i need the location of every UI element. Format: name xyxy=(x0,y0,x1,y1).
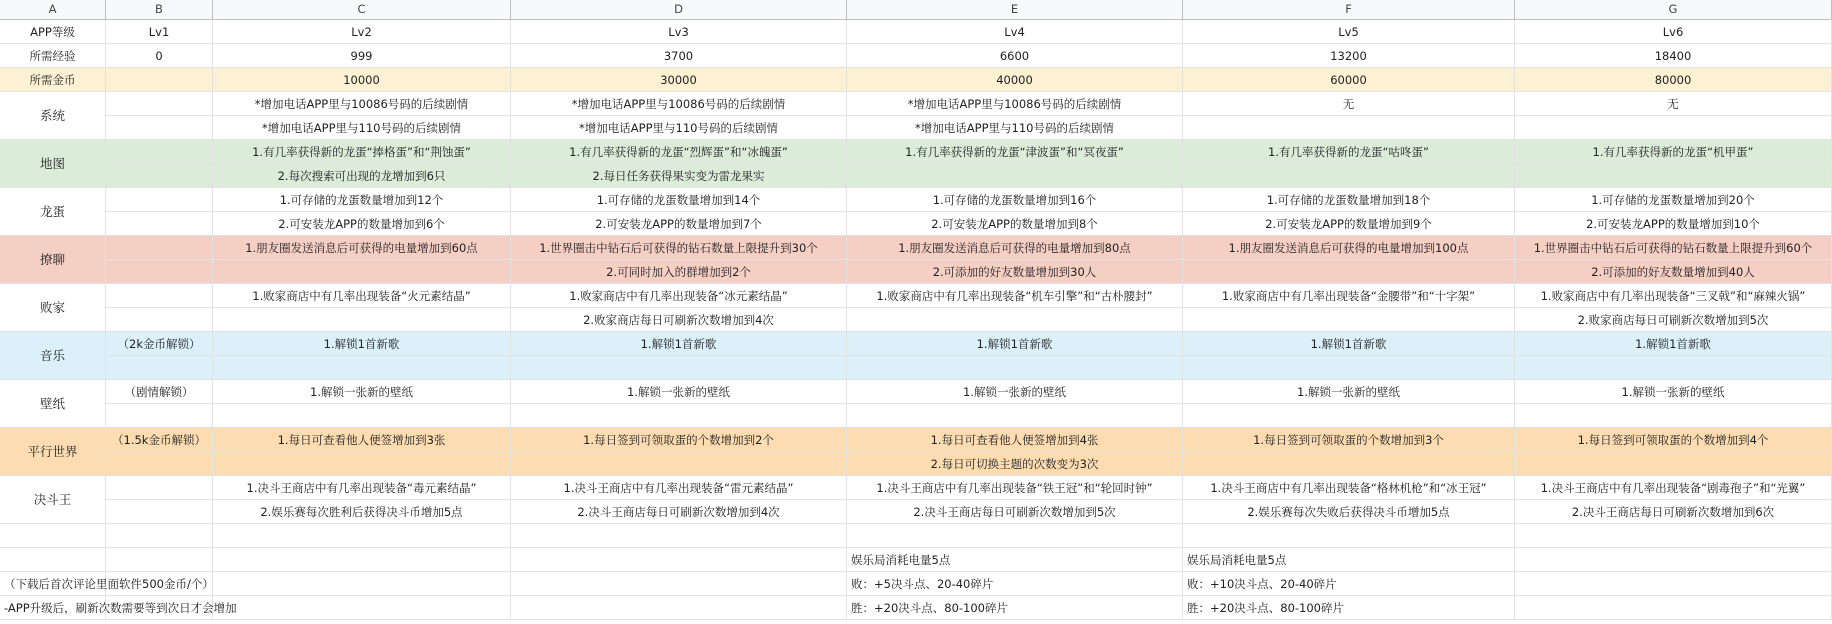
cell-map-r2-f[interactable] xyxy=(1183,164,1515,188)
cell-chat-r1-e[interactable]: 1.朋友圈发送消息后可获得的电量增加到80点 xyxy=(847,236,1183,260)
cell-duel-r2-d[interactable]: 2.决斗王商店每日可刷新次数增加到4次 xyxy=(511,500,847,524)
empty-cell[interactable] xyxy=(213,548,511,572)
cell-chat-r2-b[interactable] xyxy=(106,260,213,284)
cell-shop-r2-f[interactable] xyxy=(1183,308,1515,332)
cell-gold-e[interactable]: 40000 xyxy=(847,68,1183,92)
cell-exp-d[interactable]: 3700 xyxy=(511,44,847,68)
cell-shop-r2-c[interactable] xyxy=(213,308,511,332)
column-header-row xyxy=(0,0,1832,20)
row-label-map[interactable]: 地图 xyxy=(0,140,106,188)
cell-system-r2-d[interactable]: *增加电话APP里与110号码的后续剧情 xyxy=(511,116,847,140)
cell-map-r2-c[interactable]: 2.每次搜索可出现的龙增加到6只 xyxy=(213,164,511,188)
cell-wallpaper-r2-g[interactable] xyxy=(1515,404,1832,428)
cell-chat-r2-d[interactable]: 2.可同时加入的群增加到2个 xyxy=(511,260,847,284)
cell-gold-d[interactable]: 30000 xyxy=(511,68,847,92)
cell-parallel-r1-g[interactable]: 1.每日签到可领取蛋的个数增加到4个 xyxy=(1515,428,1832,452)
cell-music-r2-f[interactable] xyxy=(1183,356,1515,380)
cell-duel-r2-g[interactable]: 2.决斗王商店每日可刷新次数增加到6次 xyxy=(1515,500,1832,524)
cell-music-r1-f[interactable]: 1.解锁1首新歌 xyxy=(1183,332,1515,356)
cell-egg-r1-d[interactable]: 1.可存储的龙蛋数量增加到14个 xyxy=(511,188,847,212)
row-label-music[interactable]: 音乐 xyxy=(0,332,106,380)
empty-cell[interactable] xyxy=(511,572,847,596)
cell-music-r2-c[interactable] xyxy=(213,356,511,380)
empty-cell[interactable] xyxy=(106,548,213,572)
cell-exp-c[interactable]: 999 xyxy=(213,44,511,68)
cell-exp-g[interactable]: 18400 xyxy=(1515,44,1832,68)
cell-duel-r1-e[interactable]: 1.决斗王商店中有几率出现装备“铁王冠”和“轮回时钟” xyxy=(847,476,1183,500)
cell-level-e[interactable]: Lv4 xyxy=(847,20,1183,44)
cell-map-r1-e[interactable]: 1.有几率获得新的龙蛋“津波蛋”和“冥夜蛋” xyxy=(847,140,1183,164)
column-header-g[interactable]: G xyxy=(1515,0,1832,19)
empty-cell[interactable] xyxy=(511,524,847,548)
cell-duel-r1-f[interactable]: 1.决斗王商店中有几率出现装备“格林机枪”和“冰王冠” xyxy=(1183,476,1515,500)
cell-music-r1-g[interactable]: 1.解锁1首新歌 xyxy=(1515,332,1832,356)
cell-parallel-r2-g[interactable] xyxy=(1515,452,1832,476)
cell-map-r1-d[interactable]: 1.有几率获得新的龙蛋“烈辉蛋”和“冰魄蛋” xyxy=(511,140,847,164)
cell-chat-r1-c[interactable]: 1.朋友圈发送消息后可获得的电量增加到60点 xyxy=(213,236,511,260)
cell-system-r1-b[interactable] xyxy=(106,92,213,116)
cell-wallpaper-r1-f[interactable]: 1.解锁一张新的壁纸 xyxy=(1183,380,1515,404)
cell-map-r1-f[interactable]: 1.有几率获得新的龙蛋“咕咚蛋” xyxy=(1183,140,1515,164)
cell-wallpaper-r2-d[interactable] xyxy=(511,404,847,428)
cell-duel-r2-b[interactable] xyxy=(106,500,213,524)
cell-parallel-r1-b[interactable]: （1.5k金币解锁） xyxy=(106,428,213,452)
cell-egg-r1-f[interactable]: 1.可存储的龙蛋数量增加到18个 xyxy=(1183,188,1515,212)
cell-shop-r2-g[interactable]: 2.败家商店每日可刷新次数增加到5次 xyxy=(1515,308,1832,332)
cell-wallpaper-r1-c[interactable]: 1.解锁一张新的壁纸 xyxy=(213,380,511,404)
cell-wallpaper-r2-c[interactable] xyxy=(213,404,511,428)
cell-level-b[interactable]: Lv1 xyxy=(106,20,213,44)
column-header-f[interactable]: F xyxy=(1183,0,1515,19)
note-text: 胜：+20决斗点、80-100碎片 xyxy=(1187,601,1345,615)
cell-wallpaper-r1-d[interactable]: 1.解锁一张新的壁纸 xyxy=(511,380,847,404)
cell-music-r1-c[interactable]: 1.解锁1首新歌 xyxy=(213,332,511,356)
cell-system-r2-g[interactable] xyxy=(1515,116,1832,140)
cell-wallpaper-r2-e[interactable] xyxy=(847,404,1183,428)
column-header-d[interactable]: D xyxy=(511,0,847,19)
cell-egg-r2-b[interactable] xyxy=(106,212,213,236)
cell-chat-r1-d[interactable]: 1.世界圈击中钻石后可获得的钻石数量上限提升到30个 xyxy=(511,236,847,260)
empty-cell[interactable] xyxy=(511,548,847,572)
cell-level-g[interactable]: Lv6 xyxy=(1515,20,1832,44)
column-header-a[interactable]: A xyxy=(0,0,106,19)
cell-shop-r1-f[interactable]: 1.败家商店中有几率出现装备“金腰带”和“十字架” xyxy=(1183,284,1515,308)
empty-cell[interactable] xyxy=(0,548,106,572)
cell-map-r2-g[interactable] xyxy=(1515,164,1832,188)
cell-system-r1-f[interactable]: 无 xyxy=(1183,92,1515,116)
note-text: （下载后首次评论里面软件500金币/个） xyxy=(4,577,214,591)
cell-egg-r1-e[interactable]: 1.可存储的龙蛋数量增加到16个 xyxy=(847,188,1183,212)
note-text: 娱乐局消耗电量5点 xyxy=(1187,553,1287,567)
cell-map-r1-g[interactable]: 1.有几率获得新的龙蛋“机甲蛋” xyxy=(1515,140,1832,164)
column-header-b[interactable]: B xyxy=(106,0,213,19)
cell-music-r2-e[interactable] xyxy=(847,356,1183,380)
cell-gold-c[interactable]: 10000 xyxy=(213,68,511,92)
cell-music-r2-g[interactable] xyxy=(1515,356,1832,380)
cell-egg-r2-c[interactable]: 2.可安装龙APP的数量增加到6个 xyxy=(213,212,511,236)
cell-music-r1-b[interactable]: （2k金币解锁） xyxy=(106,332,213,356)
row-label-duel[interactable]: 决斗王 xyxy=(0,476,106,524)
row-label-system[interactable]: 系统 xyxy=(0,92,106,140)
cell-system-r1-d[interactable]: *增加电话APP里与10086号码的后续剧情 xyxy=(511,92,847,116)
cell-exp-f[interactable]: 13200 xyxy=(1183,44,1515,68)
row-label-chat[interactable]: 撩聊 xyxy=(0,236,106,284)
cell-chat-r2-e[interactable]: 2.可添加的好友数量增加到30人 xyxy=(847,260,1183,284)
empty-cell[interactable] xyxy=(1515,596,1832,620)
cell-shop-r2-b[interactable] xyxy=(106,308,213,332)
cell-wallpaper-r1-e[interactable]: 1.解锁一张新的壁纸 xyxy=(847,380,1183,404)
cell-level-c[interactable]: Lv2 xyxy=(213,20,511,44)
cell-gold-b[interactable] xyxy=(106,68,213,92)
cell-map-r1-b[interactable] xyxy=(106,140,213,164)
cell-level-a[interactable]: APP等级 xyxy=(0,20,106,44)
cell-map-r2-d[interactable]: 2.每日任务获得果实变为雷龙果实 xyxy=(511,164,847,188)
cell-egg-r2-e[interactable]: 2.可安装龙APP的数量增加到8个 xyxy=(847,212,1183,236)
note-text: 败：+10决斗点、20-40碎片 xyxy=(1187,577,1337,591)
cell-level-f[interactable]: Lv5 xyxy=(1183,20,1515,44)
cell-wallpaper-r1-g[interactable]: 1.解锁一张新的壁纸 xyxy=(1515,380,1832,404)
cell-egg-r2-f[interactable]: 2.可安装龙APP的数量增加到9个 xyxy=(1183,212,1515,236)
cell-gold-g[interactable]: 80000 xyxy=(1515,68,1832,92)
cell-music-r1-d[interactable]: 1.解锁1首新歌 xyxy=(511,332,847,356)
row-label-wallpaper[interactable]: 壁纸 xyxy=(0,380,106,428)
cell-egg-r2-g[interactable]: 2.可安装龙APP的数量增加到10个 xyxy=(1515,212,1832,236)
cell-duel-r1-c[interactable]: 1.决斗王商店中有几率出现装备“毒元素结晶” xyxy=(213,476,511,500)
cell-chat-r2-f[interactable] xyxy=(1183,260,1515,284)
column-header-c[interactable]: C xyxy=(213,0,511,19)
cell-chat-r2-c[interactable] xyxy=(213,260,511,284)
cell-egg-r1-g[interactable]: 1.可存储的龙蛋数量增加到20个 xyxy=(1515,188,1832,212)
empty-cell[interactable] xyxy=(1183,524,1515,548)
cell-parallel-r1-e[interactable]: 1.每日可查看他人便签增加到4张 xyxy=(847,428,1183,452)
cell-music-r2-d[interactable] xyxy=(511,356,847,380)
row-label-parallel[interactable]: 平行世界 xyxy=(0,428,106,476)
cell-system-r1-c[interactable]: *增加电话APP里与10086号码的后续剧情 xyxy=(213,92,511,116)
cell-shop-r2-d[interactable]: 2.败家商店每日可刷新次数增加到4次 xyxy=(511,308,847,332)
cell-system-r1-e[interactable]: *增加电话APP里与10086号码的后续剧情 xyxy=(847,92,1183,116)
cell-map-r2-e[interactable] xyxy=(847,164,1183,188)
cell-wallpaper-r2-b[interactable] xyxy=(106,404,213,428)
cell-duel-r2-c[interactable]: 2.娱乐赛每次胜利后获得决斗币增加5点 xyxy=(213,500,511,524)
empty-cell[interactable] xyxy=(511,596,847,620)
cell-egg-r2-d[interactable]: 2.可安装龙APP的数量增加到7个 xyxy=(511,212,847,236)
cell-parallel-r1-f[interactable]: 1.每日签到可领取蛋的个数增加到3个 xyxy=(1183,428,1515,452)
cell-duel-r2-f[interactable]: 2.娱乐赛每次失败后获得决斗币增加5点 xyxy=(1183,500,1515,524)
note-text: 娱乐局消耗电量5点 xyxy=(851,553,951,567)
empty-cell[interactable] xyxy=(847,524,1183,548)
cell-parallel-r2-d[interactable] xyxy=(511,452,847,476)
cell-level-d[interactable]: Lv3 xyxy=(511,20,847,44)
cell-duel-r1-b[interactable] xyxy=(106,476,213,500)
cell-map-r2-b[interactable] xyxy=(106,164,213,188)
cell-shop-r2-e[interactable] xyxy=(847,308,1183,332)
empty-cell[interactable] xyxy=(1515,548,1832,572)
cell-system-r1-g[interactable]: 无 xyxy=(1515,92,1832,116)
cell-system-r2-b[interactable] xyxy=(106,116,213,140)
cell-exp-b[interactable]: 0 xyxy=(106,44,213,68)
empty-cell[interactable] xyxy=(1515,524,1832,548)
cell-chat-r1-f[interactable]: 1.朋友圈发送消息后可获得的电量增加到100点 xyxy=(1183,236,1515,260)
cell-shop-r1-e[interactable]: 1.败家商店中有几率出现装备“机车引擎”和“古朴腰封” xyxy=(847,284,1183,308)
cell-shop-r1-d[interactable]: 1.败家商店中有几率出现装备“冰元素结晶” xyxy=(511,284,847,308)
cell-duel-r1-g[interactable]: 1.决斗王商店中有几率出现装备“剧毒孢子”和“光翼” xyxy=(1515,476,1832,500)
note-text: 败：+5决斗点、20-40碎片 xyxy=(851,577,994,591)
column-header-e[interactable]: E xyxy=(847,0,1183,19)
cell-music-r1-e[interactable]: 1.解锁1首新歌 xyxy=(847,332,1183,356)
cell-wallpaper-r1-b[interactable]: （剧情解锁） xyxy=(106,380,213,404)
cell-parallel-r1-c[interactable]: 1.每日可查看他人便签增加到3张 xyxy=(213,428,511,452)
cell-shop-r1-c[interactable]: 1.败家商店中有几率出现装备“火元素结晶” xyxy=(213,284,511,308)
row-label-egg[interactable]: 龙蛋 xyxy=(0,188,106,236)
cell-shop-r1-b[interactable] xyxy=(106,284,213,308)
empty-cell[interactable] xyxy=(1515,572,1832,596)
cell-system-r2-f[interactable] xyxy=(1183,116,1515,140)
cell-gold-a[interactable]: 所需金币 xyxy=(0,68,106,92)
cell-system-r2-e[interactable]: *增加电话APP里与110号码的后续剧情 xyxy=(847,116,1183,140)
note-text: 胜：+20决斗点、80-100碎片 xyxy=(851,601,1009,615)
cell-egg-r1-b[interactable] xyxy=(106,188,213,212)
cell-exp-e[interactable]: 6600 xyxy=(847,44,1183,68)
cell-map-r1-c[interactable]: 1.有几率获得新的龙蛋“捧格蛋”和“荆蚀蛋” xyxy=(213,140,511,164)
empty-cell[interactable] xyxy=(0,524,106,548)
cell-parallel-r2-b[interactable] xyxy=(106,452,213,476)
cell-chat-r1-b[interactable] xyxy=(106,236,213,260)
cell-parallel-r2-e[interactable]: 2.每日可切换主题的次数变为3次 xyxy=(847,452,1183,476)
cell-exp-a[interactable]: 所需经验 xyxy=(0,44,106,68)
cell-egg-r1-c[interactable]: 1.可存储的龙蛋数量增加到12个 xyxy=(213,188,511,212)
cell-parallel-r1-d[interactable]: 1.每日签到可领取蛋的个数增加到2个 xyxy=(511,428,847,452)
cell-wallpaper-r2-f[interactable] xyxy=(1183,404,1515,428)
row-label-shop[interactable]: 败家 xyxy=(0,284,106,332)
cell-duel-r2-e[interactable]: 2.决斗王商店每日可刷新次数增加到5次 xyxy=(847,500,1183,524)
empty-cell[interactable] xyxy=(106,524,213,548)
note-text: -APP升级后，刷新次数需要等到次日才会增加 xyxy=(4,601,237,615)
cell-parallel-r2-c[interactable] xyxy=(213,452,511,476)
cell-chat-r2-g[interactable]: 2.可添加的好友数量增加到40人 xyxy=(1515,260,1832,284)
empty-cell[interactable] xyxy=(213,524,511,548)
cell-parallel-r2-f[interactable] xyxy=(1183,452,1515,476)
cell-chat-r1-g[interactable]: 1.世界圈击中钻石后可获得的钻石数量上限提升到60个 xyxy=(1515,236,1832,260)
cell-gold-f[interactable]: 60000 xyxy=(1183,68,1515,92)
cell-duel-r1-d[interactable]: 1.决斗王商店中有几率出现装备“雷元素结晶” xyxy=(511,476,847,500)
cell-shop-r1-g[interactable]: 1.败家商店中有几率出现装备“三叉戟”和“麻辣火锅” xyxy=(1515,284,1832,308)
cell-system-r2-c[interactable]: *增加电话APP里与110号码的后续剧情 xyxy=(213,116,511,140)
cell-music-r2-b[interactable] xyxy=(106,356,213,380)
